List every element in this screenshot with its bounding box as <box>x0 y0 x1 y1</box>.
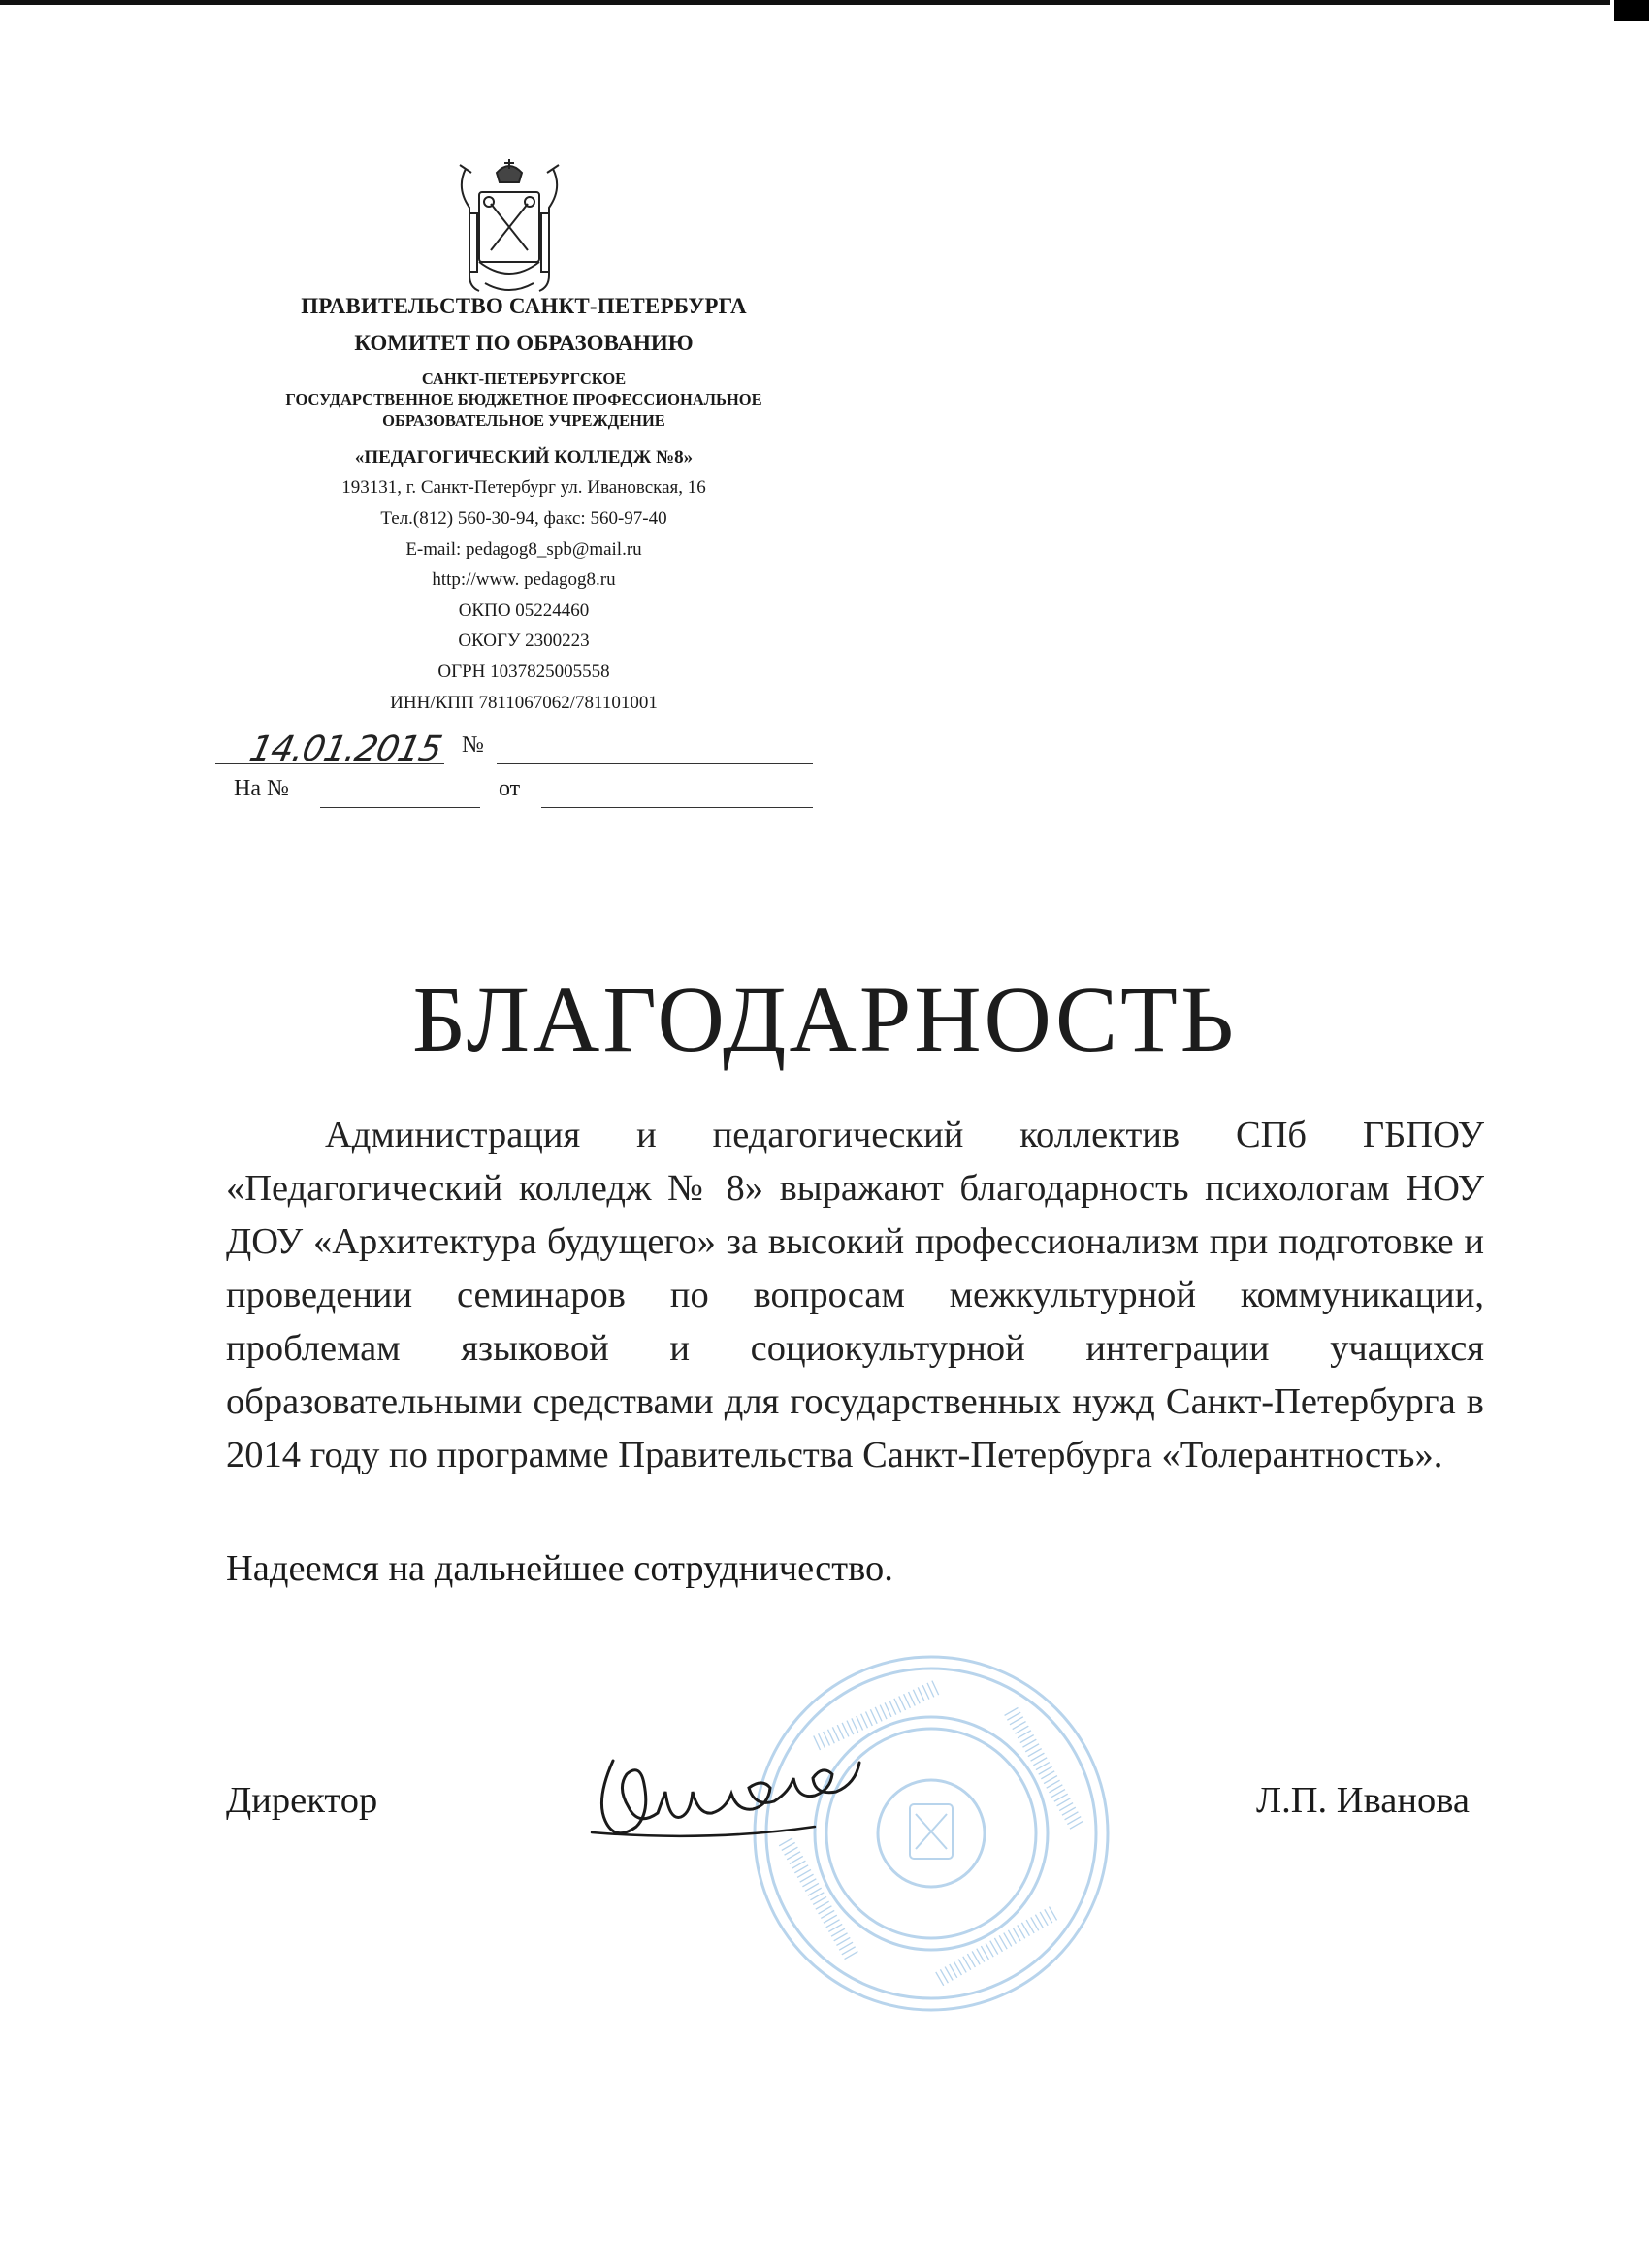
org-name-line-1: САНКТ-ПЕТЕРБУРГСКОЕ <box>421 370 627 388</box>
date-underline <box>215 763 444 764</box>
in-reply-label: На № <box>234 776 289 801</box>
address: 193131, г. Санкт-Петербург ул. Ивановская, 16 <box>341 477 706 498</box>
phone-fax: Тел.(812) 560-30-94, факс: 560-97-40 <box>380 508 667 529</box>
college-name: «ПЕДАГОГИЧЕСКИЙ КОЛЛЕДЖ №8» <box>354 447 694 468</box>
svg-text:||||||||||||||||||||||||||: |||||||||||||||||||||||||| <box>1003 1703 1087 1831</box>
okpo-code: ОКПО 05224460 <box>458 600 590 621</box>
in-reply-underline <box>320 807 480 808</box>
okogu-code: ОКОГУ 2300223 <box>458 631 590 651</box>
email: E-mail: pedagog8_spb@mail.ru <box>405 539 642 560</box>
letter-body <box>226 1109 1484 1482</box>
signatory-position: Директор <box>226 1780 378 1821</box>
gratitude-paragraph: Администрация и педагогический коллектив СПб ГБПОУ «Педагогический колледж № 8» выражают благодарность психологам НОУ ДОУ «Архитектура будущего» за высокий профессионализм при подготовке и проведении семинаров по вопросам межкультурной коммуникации, проблемам языковой и социокультурной интеграции учащихся образовательными средствами для государственных нужд Санкт-Петербурга в 2014 году по программе Правительства Санкт-Петербурга «Толерантность». <box>226 1115 1484 1475</box>
website: http://www. pedagog8.ru <box>432 569 616 590</box>
number-sign: № <box>462 732 484 758</box>
government-title: ПРАВИТЕЛЬСТВО САНКТ-ПЕТЕРБУРГА <box>301 294 747 318</box>
handwritten-date: 14.01.2015 <box>245 729 445 769</box>
scan-corner-mark <box>1614 0 1649 21</box>
closing-sentence: Надеемся на дальнейшее сотрудничество. <box>226 1548 893 1589</box>
org-name-line-3: ОБРАЗОВАТЕЛЬНОЕ УЧРЕЖДЕНИЕ <box>382 411 665 430</box>
org-name-line-2: ГОСУДАРСТВЕННОЕ БЮДЖЕТНОЕ ПРОФЕССИОНАЛЬНОЕ <box>285 390 762 408</box>
committee-title: КОМИТЕТ ПО ОБРАЗОВАНИЮ <box>354 331 694 355</box>
ogrn-code: ОГРН 1037825005558 <box>437 662 610 682</box>
from-label: от <box>499 776 521 801</box>
coat-of-arms-emblem <box>446 155 572 301</box>
svg-text:||||||||||||||||||||||||||: |||||||||||||||||||||||||| <box>810 1676 942 1752</box>
document-title: БЛАГОДАРНОСТЬ <box>412 967 1237 1071</box>
handwritten-signature <box>553 1732 902 1867</box>
inn-kpp-code: ИНН/КПП 7811067062/781101001 <box>390 693 658 713</box>
number-underline <box>497 763 813 764</box>
svg-text:||||||||||||||||||||||||||: |||||||||||||||||||||||||| <box>933 1905 1061 1990</box>
svg-text:||||||||||||||||||||||||||: |||||||||||||||||||||||||| <box>775 1835 859 1963</box>
scan-top-edge <box>0 0 1610 5</box>
from-underline <box>541 807 813 808</box>
signatory-name: Л.П. Иванова <box>1256 1780 1470 1821</box>
